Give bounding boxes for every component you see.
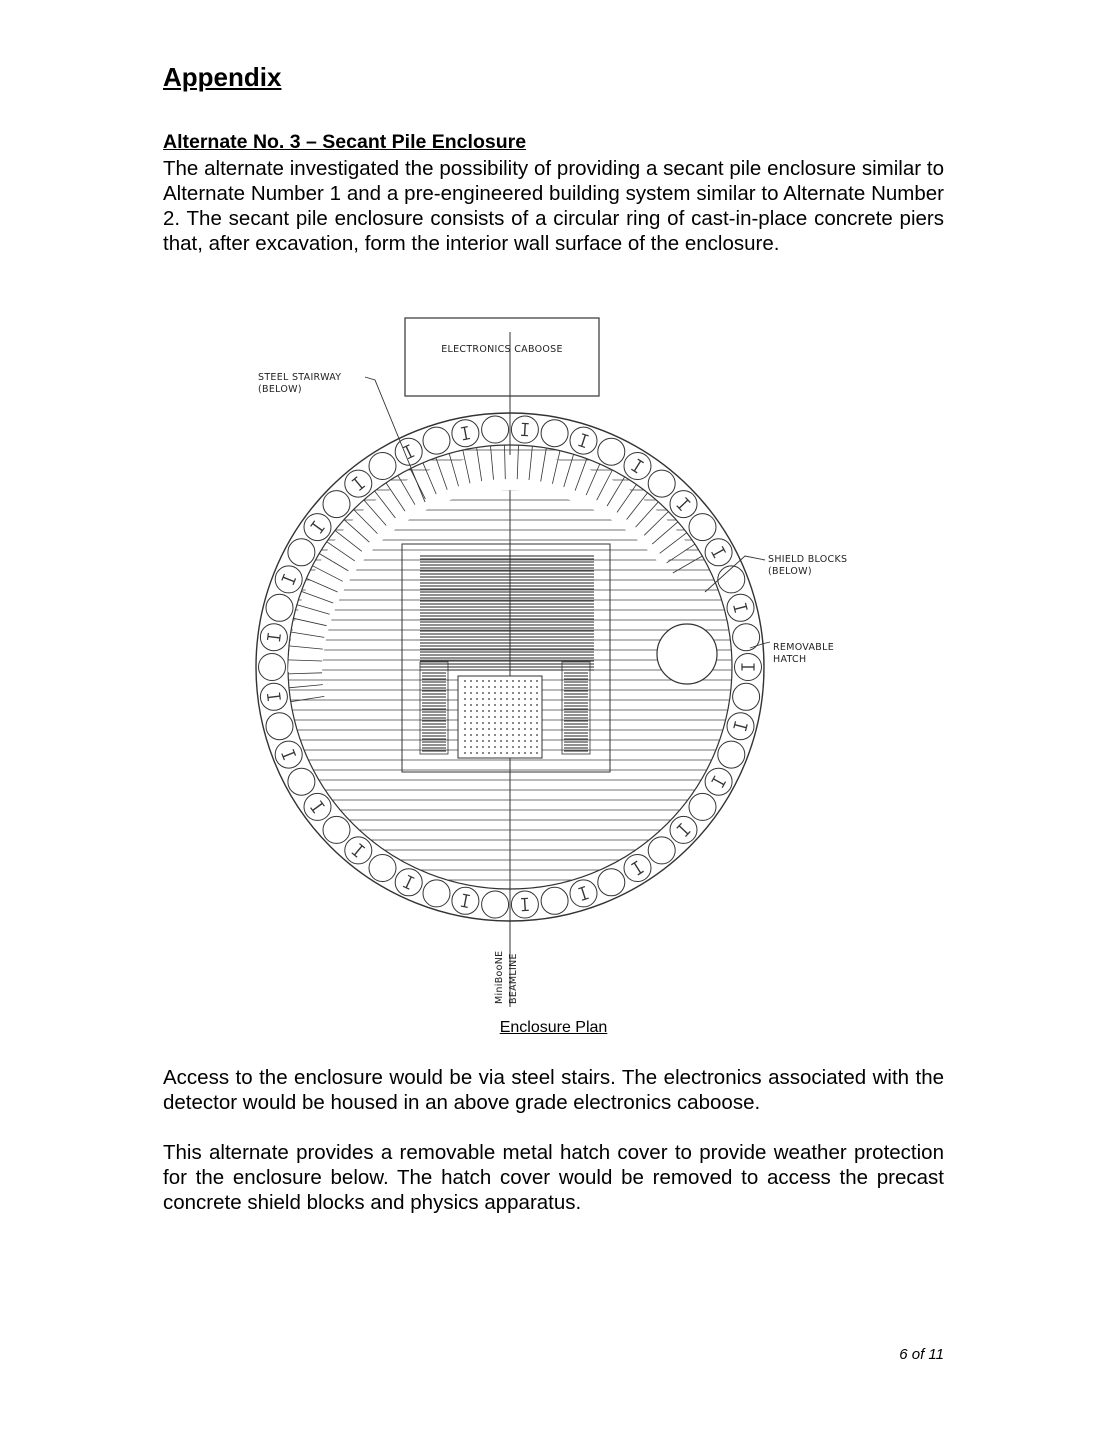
stairway-sublabel: (BELOW) xyxy=(258,384,302,395)
pile xyxy=(482,891,509,918)
pile xyxy=(689,514,716,541)
pile xyxy=(541,887,568,914)
shield-sublabel: (BELOW) xyxy=(768,566,812,577)
pile xyxy=(266,594,293,621)
section-heading: Alternate No. 3 – Secant Pile Enclosure xyxy=(163,131,527,153)
access-paragraph: Access to the enclosure would be via steel stairs. The electronics associated with the detector would be housed in an above grade electronics caboose. xyxy=(163,1066,944,1114)
pile xyxy=(288,539,315,566)
hatch-paragraph: This alternate provides a removable metal hatch cover to provide weather protection for the enclosure below. The hatch cover would be removed to access the precast concrete shield blocks and physics apparatus. xyxy=(163,1141,944,1214)
pile xyxy=(259,654,286,681)
pile xyxy=(718,566,745,593)
pile xyxy=(648,837,675,864)
pile xyxy=(648,470,675,497)
intro-paragraph: The alternate investigated the possibility of providing a secant pile enclosure similar to Alternate Number 1 and a pre-engineered building system similar to Alternate Number 2. The secant pile enclosure consists of a circular ring of cast-in-place concrete piers that, after excavation, form the interior wall surface of the enclosure. xyxy=(163,157,944,255)
pile xyxy=(598,438,625,465)
pile xyxy=(598,869,625,896)
stairway-label: STEEL STAIRWAY xyxy=(258,372,342,383)
pile xyxy=(482,416,509,443)
pile xyxy=(733,624,760,651)
beamline-sublabel: BEAMLINE xyxy=(508,953,519,1004)
pile xyxy=(369,453,396,480)
enclosure-plan-figure xyxy=(240,312,880,1022)
figure-caption: Enclosure Plan xyxy=(499,1019,608,1036)
stair-tread xyxy=(288,673,322,674)
pile xyxy=(266,713,293,740)
pile xyxy=(423,880,450,907)
pile xyxy=(323,816,350,843)
caboose-label: ELECTRONICS CABOOSE xyxy=(441,344,563,355)
enclosure-plan-drawing xyxy=(240,312,880,1022)
stair-tread xyxy=(673,556,703,573)
pile xyxy=(323,491,350,518)
pile xyxy=(369,855,396,882)
stair-tread xyxy=(289,685,323,688)
stair-tread xyxy=(291,696,325,701)
pile xyxy=(689,793,716,820)
pile xyxy=(423,427,450,454)
page-number: 6 of 11 xyxy=(899,1346,944,1363)
pile xyxy=(288,768,315,795)
beamline-label: MiniBooNE xyxy=(494,950,505,1004)
hatch-label: REMOVABLE xyxy=(773,642,835,653)
removable-hatch xyxy=(657,624,717,684)
shield-label: SHIELD BLOCKS xyxy=(768,554,848,565)
pile xyxy=(541,420,568,447)
page-title: Appendix xyxy=(163,62,282,92)
pile xyxy=(733,683,760,710)
pile xyxy=(718,741,745,768)
electronics-caboose xyxy=(405,318,599,396)
detector-core xyxy=(462,680,538,754)
hatch-sublabel: HATCH xyxy=(773,654,807,665)
